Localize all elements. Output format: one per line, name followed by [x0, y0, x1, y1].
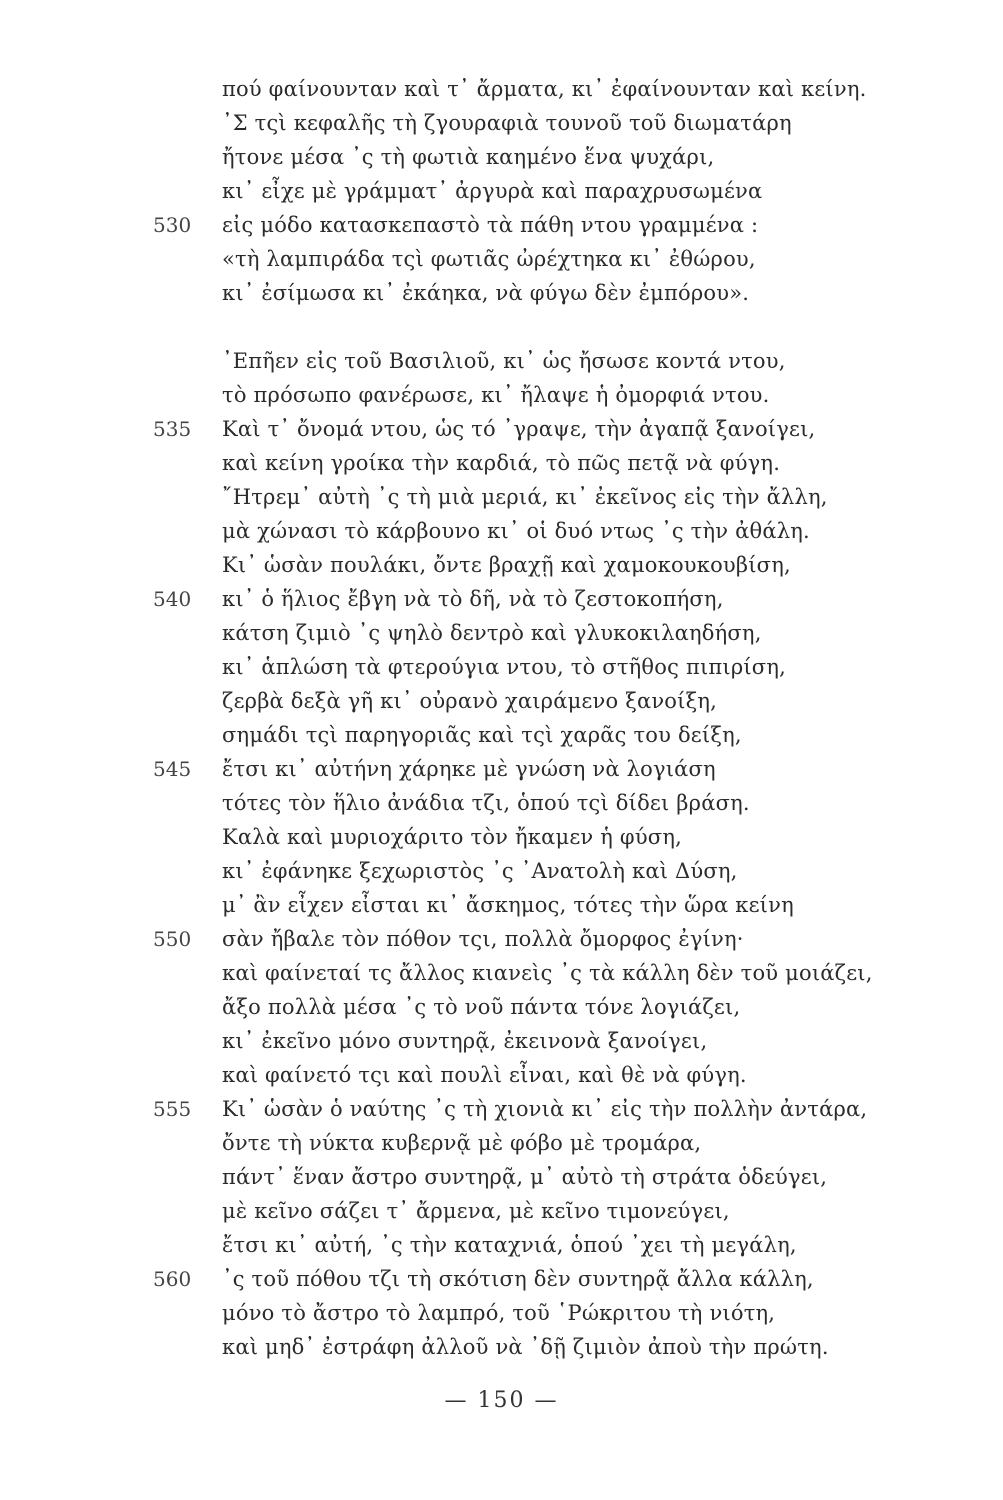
verse-text: ἄξο πολλὰ μέσα ᾿ς τὸ νοῦ πάντα τόνε λογιάζει, [222, 995, 741, 1019]
verse-line [0, 378, 1003, 412]
verse-text: Καὶ τ᾿ ὄνομά ντου, ὡς τό ᾿γραψε, τὴν ἀγαπᾷ ξανοίγει, [222, 417, 816, 441]
verse-text: ζερβὰ δεξὰ γῆ κι᾿ οὐρανὸ χαιράμενο ξανοίξη, [222, 689, 718, 713]
line-number: 545 [153, 757, 192, 781]
line-number: 550 [153, 927, 192, 951]
verse-text: σὰν ἤβαλε τὸν πόθον τςι, πολλὰ ὄμορφος ἐγίνη· [222, 927, 744, 951]
verse-line [0, 718, 1003, 752]
verse-line [0, 344, 1003, 378]
verse-line [0, 208, 1003, 242]
verse-line [0, 854, 1003, 888]
verse-text: κι᾿ ἐφάνηκε ξεχωριστὸς ᾿ς ᾿Ανατολὴ καὶ Δύση, [222, 859, 738, 883]
verse-line [0, 820, 1003, 854]
line-number: 540 [153, 587, 192, 611]
verse-line [0, 1228, 1003, 1262]
verse-text: μ᾿ ἂν εἶχεν εἶσται κι᾿ ἄσκημος, τότες τὴν ὥρα κείνη [222, 893, 794, 917]
verse-line [0, 956, 1003, 990]
verse-line [0, 1092, 1003, 1126]
verse-text: σημάδι τςὶ παρηγοριᾶς καὶ τςὶ χαρᾶς του δείξη, [222, 723, 742, 747]
verse-text: ἔτσι κι᾿ αὐτή, ᾿ς τὴν καταχνιά, ὁπού ᾿χει τὴ μεγάλη, [222, 1233, 797, 1257]
verse-line [0, 650, 1003, 684]
verse-text: τότες τὸν ἥλιο ἀνάδια τζι, ὁπού τςὶ δίδει βράση. [222, 791, 750, 815]
verse-text: κάτση ζιμιὸ ᾿ς ψηλὸ δεντρὸ καὶ γλυκοκιλαηδήση, [222, 621, 762, 645]
verse-text: ᾿Σ τςὶ κεφαλῆς τὴ ζγουραφιὰ τουνοῦ τοῦ διωματάρη [222, 111, 792, 135]
verse-line [0, 514, 1003, 548]
verse-line [0, 140, 1003, 174]
line-number: 555 [153, 1097, 192, 1121]
verse-text: ῎Ητρεμ᾿ αὐτὴ ᾿ς τὴ μιὰ μεριά, κι᾿ ἐκεῖνος εἰς τὴν ἄλλη, [222, 485, 828, 509]
verse-text: πού φαίνουνταν καὶ τ᾿ ἄρματα, κι᾿ ἐφαίνουνταν καὶ κείνη. [222, 77, 867, 101]
verse-text: καὶ κείνη γροίκα τὴν καρδιά, τὸ πῶς πετᾷ νὰ φύγη. [222, 451, 781, 475]
verse-line [0, 480, 1003, 514]
verse-text: μόνο τὸ ἄστρο τὸ λαμπρό, τοῦ ῾Ρώκριτου τὴ νιότη, [222, 1301, 776, 1325]
verse-line [0, 1058, 1003, 1092]
verse-text: κι᾿ ἁπλώση τὰ φτερούγια ντου, τὸ στῆθος πιπιρίση, [222, 655, 786, 679]
line-number: 535 [153, 417, 192, 441]
verse-text: τὸ πρόσωπο φανέρωσε, κι᾿ ἤλαψε ἡ ὀμορφιά ντου. [222, 383, 770, 407]
verse-text: κι᾿ ἐσίμωσα κι᾿ ἐκάηκα, νὰ φύγω δὲν ἐμπόρου». [222, 281, 750, 305]
verse-line [0, 582, 1003, 616]
verse-text: ὄντε τὴ νύκτα κυβερνᾷ μὲ φόβο μὲ τρομάρα, [222, 1131, 702, 1155]
verse-text: Κι᾿ ὡσὰν πουλάκι, ὄντε βραχῇ καὶ χαμοκουκουβίση, [222, 553, 791, 577]
verse-line [0, 888, 1003, 922]
verse-text: μὰ χώνασι τὸ κάρβουνο κι᾿ οἱ δυό ντως ᾿ς τὴν ἀθάλη. [222, 519, 810, 543]
verse-line [0, 72, 1003, 106]
verse-line [0, 106, 1003, 140]
page-number: — 150 — [444, 1388, 559, 1413]
verse-line [0, 684, 1003, 718]
verse-line [0, 412, 1003, 446]
verse-line [0, 446, 1003, 480]
verse-text: μὲ κεῖνο σάζει τ᾿ ἄρμενα, μὲ κεῖνο τιμονεύγει, [222, 1199, 730, 1223]
verse-text: Κι᾿ ὡσὰν ὁ ναύτης ᾿ς τὴ χιονιὰ κι᾿ εἰς τὴν πολλὴν ἀντάρα, [222, 1097, 868, 1121]
verse-line [0, 1160, 1003, 1194]
verse-line [0, 752, 1003, 786]
verse-line [0, 1262, 1003, 1296]
verse-line [0, 242, 1003, 276]
verse-text: ἤτονε μέσα ᾿ς τὴ φωτιὰ καημένο ἕνα ψυχάρι, [222, 145, 715, 169]
verse-line [0, 616, 1003, 650]
verse-text: καὶ φαίνετό τςι καὶ πουλὶ εἶναι, καὶ θὲ νὰ φύγη. [222, 1063, 747, 1087]
verse-line [0, 1194, 1003, 1228]
verse-text: κι᾿ εἶχε μὲ γράμματ᾿ ἀργυρὰ καὶ παραχρυσωμένα [222, 179, 763, 203]
verse-line [0, 1126, 1003, 1160]
verse-text: κι᾿ ὁ ἥλιος ἔβγη νὰ τὸ δῆ, νὰ τὸ ζεστοκοπήση, [222, 587, 724, 611]
verse-text: ᾿Επῆεν εἰς τοῦ Βασιλιοῦ, κι᾿ ὡς ἤσωσε κοντά ντου, [222, 349, 786, 373]
verse-line [0, 174, 1003, 208]
verse-line [0, 990, 1003, 1024]
verse-line [0, 276, 1003, 310]
verse-text: Καλὰ καὶ μυριοχάριτο τὸν ἤκαμεν ἡ φύση, [222, 825, 682, 849]
verse-line [0, 1330, 1003, 1364]
verse-text: πάντ᾿ ἕναν ἄστρο συντηρᾷ, μ᾿ αὐτὸ τὴ στράτα ὁδεύγει, [222, 1165, 828, 1189]
verse-text: κι᾿ ἐκεῖνο μόνο συντηρᾷ, ἐκεινονὰ ξανοίγει, [222, 1029, 708, 1053]
verse-line [0, 1024, 1003, 1058]
line-number: 560 [153, 1267, 192, 1291]
verse-line [0, 922, 1003, 956]
verse-line [0, 786, 1003, 820]
verse-text: ἔτσι κι᾿ αὐτήνη χάρηκε μὲ γνώση νὰ λογιάση [222, 757, 716, 781]
verse-text: καὶ μηδ᾿ ἐστράφη ἀλλοῦ νὰ ᾿δῇ ζιμιὸν ἀποὺ τὴν πρώτη. [222, 1335, 829, 1359]
verse-line [0, 548, 1003, 582]
verse-text: ᾿ς τοῦ πόθου τζι τὴ σκότιση δὲν συντηρᾷ ἄλλα κάλλη, [222, 1267, 814, 1291]
verse-text: εἰς μόδο κατασκεπαστὸ τὰ πάθη ντου γραμμένα : [222, 213, 759, 237]
verse-text: «τὴ λαμπιράδα τςὶ φωτιᾶς ὠρέχτηκα κι᾿ ἐθώρου, [222, 247, 756, 271]
line-number: 530 [153, 213, 192, 237]
verse-line [0, 1296, 1003, 1330]
verse-text: καὶ φαίνεταί τς ἄλλος κιανεὶς ᾿ς τὰ κάλλη δὲν τοῦ μοιάζει, [222, 961, 873, 985]
